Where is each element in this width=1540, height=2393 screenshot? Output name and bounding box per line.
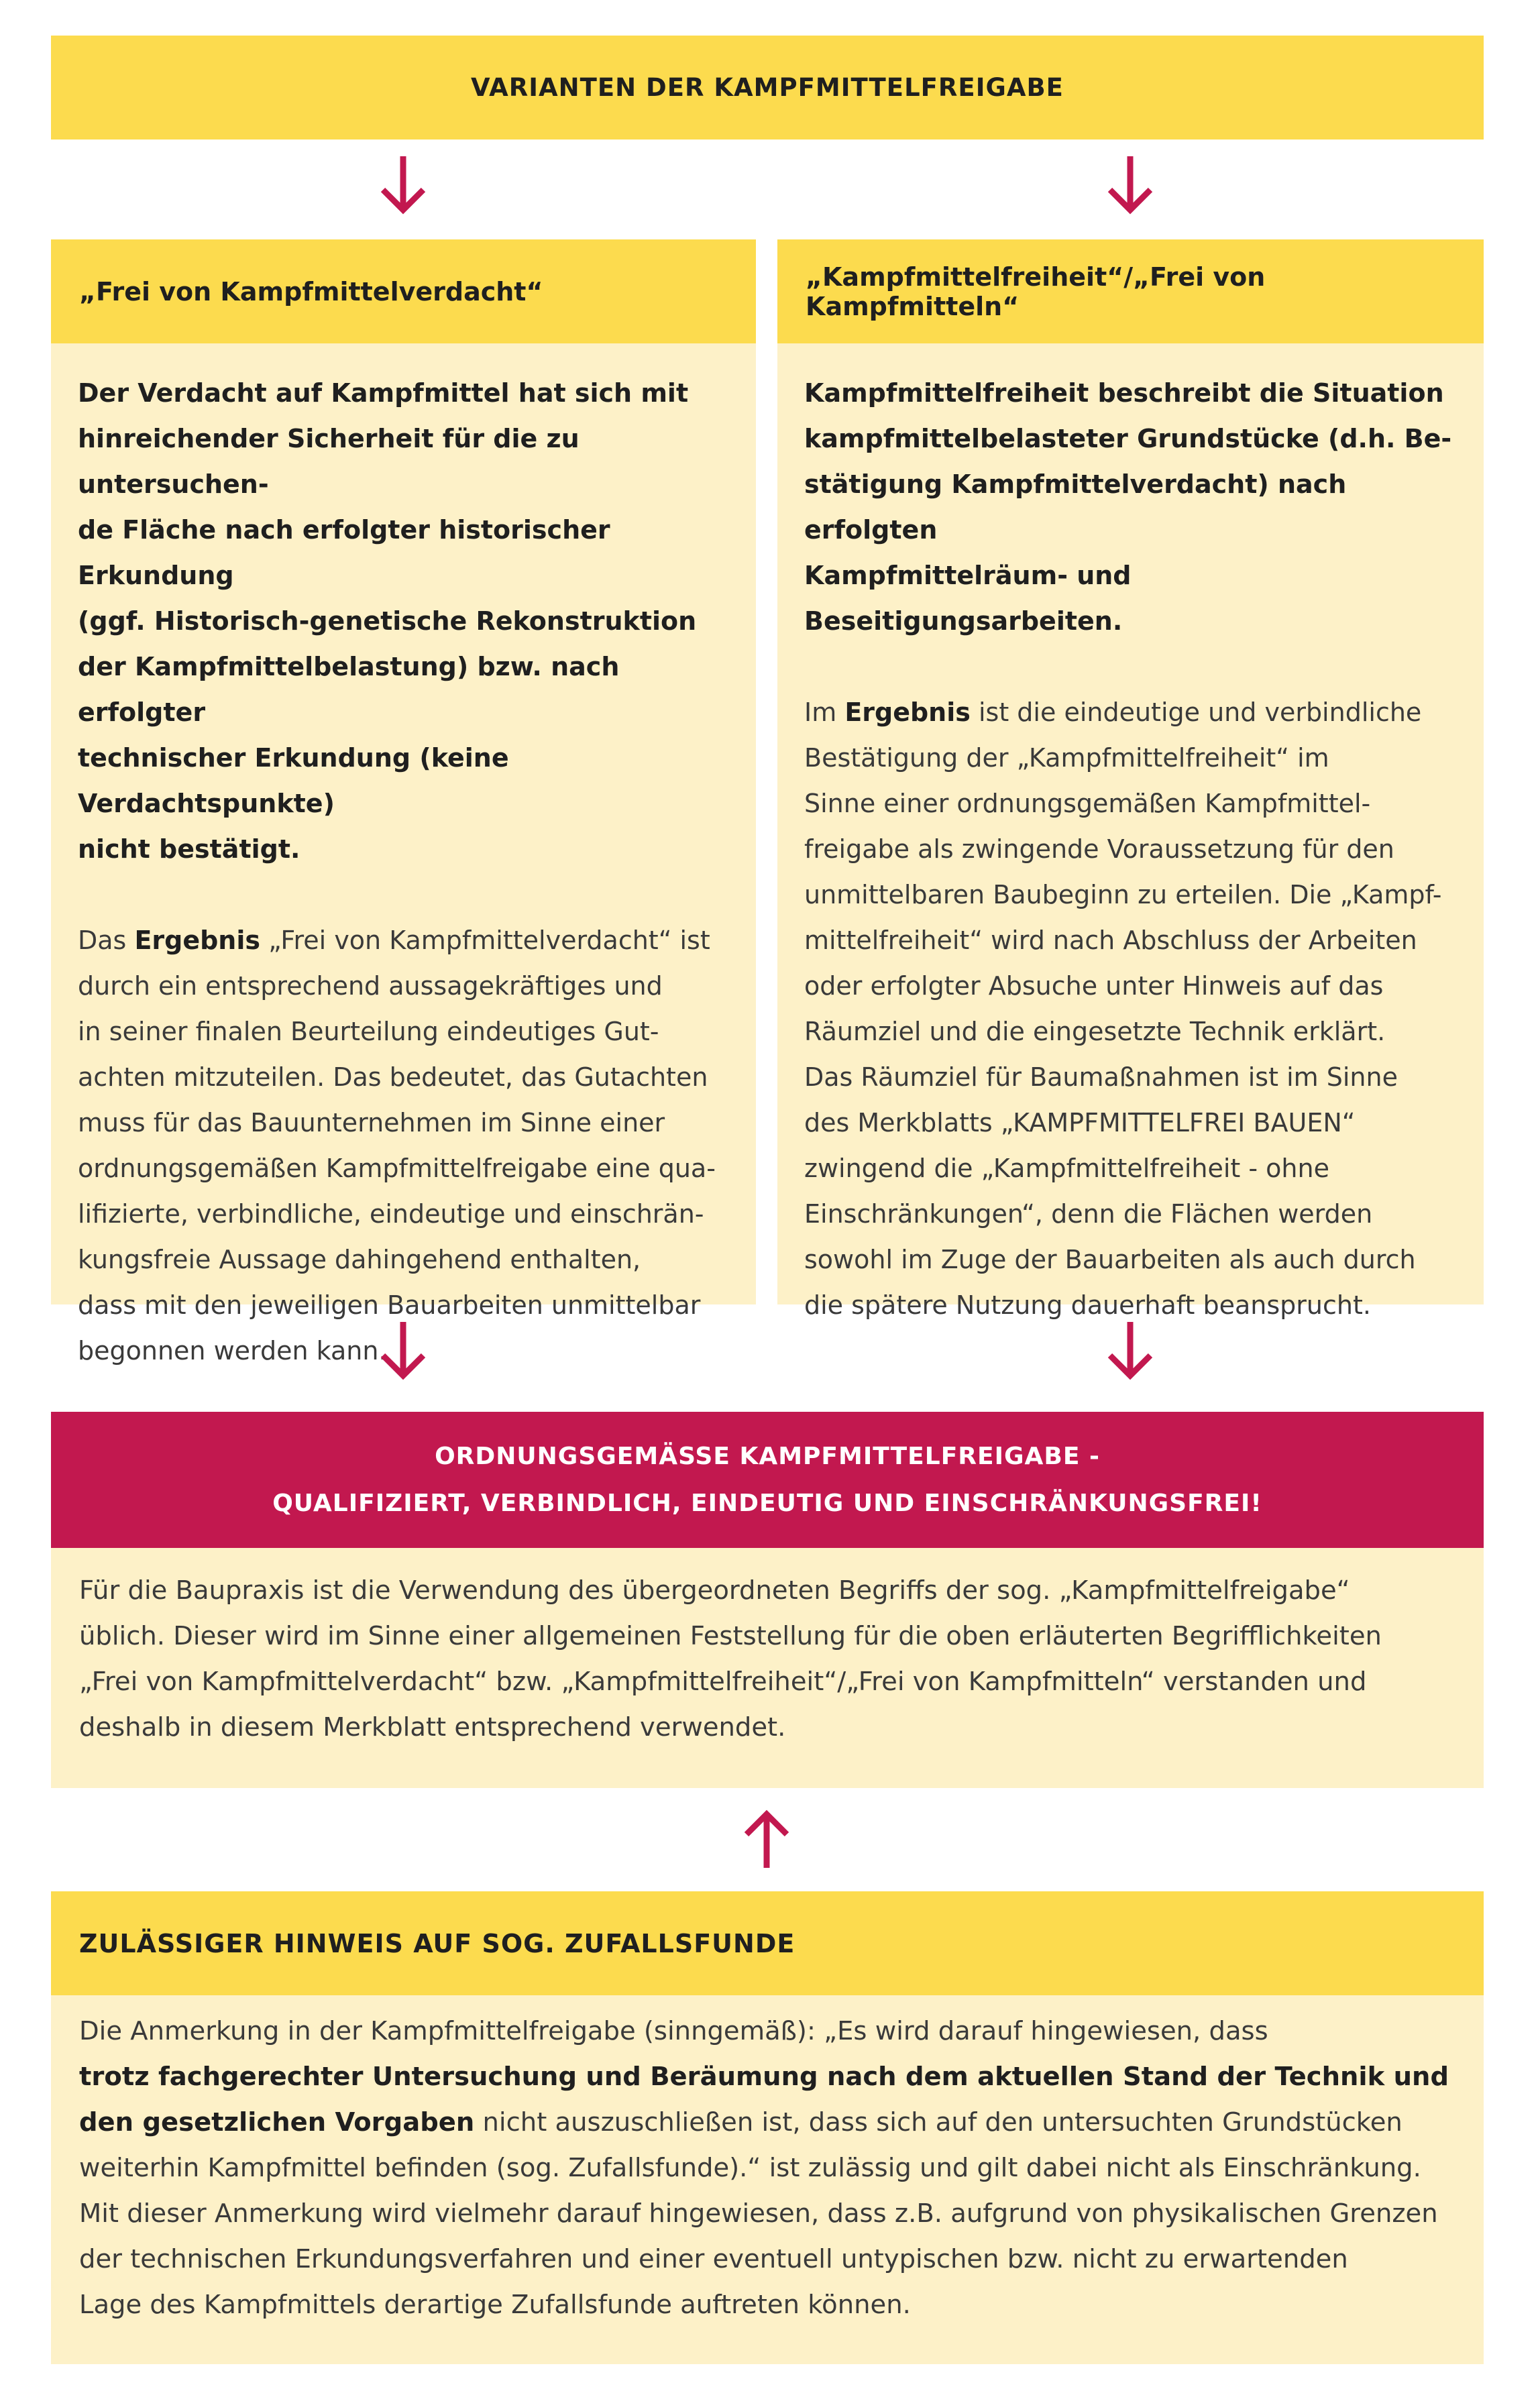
text-line: des Merkblatts „KAMPFMITTELFREI BAUEN“ <box>804 1108 1356 1137</box>
text-line: zwingend die „Kampfmittelfreiheit - ohne <box>804 1154 1329 1183</box>
text-line: unmittelbaren Baubeginn zu erteilen. Die „Kampf- <box>804 880 1442 909</box>
text-line: der technischen Erkundungsverfahren und einer eventuell untypischen bzw. nicht zu erwartenden <box>79 2244 1348 2274</box>
text-line: freigabe als zwingende Voraussetzung für den <box>804 834 1394 864</box>
arrow-down-icon <box>376 151 430 218</box>
text-line <box>79 2100 1457 2146</box>
text-line: Einschränkungen“, denn die Flächen werden <box>804 1199 1373 1229</box>
text-rest: nicht auszuschließen ist, dass sich auf den untersuchten Grundstücken <box>474 2107 1402 2137</box>
arrow-up-icon <box>740 1806 793 1873</box>
text-line: mittelfreiheit“ wird nach Abschluss der Arbeiten <box>804 926 1417 955</box>
text-line: sowohl im Zuge der Bauarbeiten als auch durch <box>804 1245 1416 1274</box>
zufall-heading <box>51 1891 1484 1995</box>
text-line: in seiner finalen Beurteilung eindeutiges Gut- <box>78 1017 659 1046</box>
zufall-heading-text: ZULÄSSIGER HINWEIS AUF SOG. ZUFALLSFUNDE <box>79 1928 795 1958</box>
text-line: Kampfmittelfreiheit beschreibt die Situation <box>804 378 1444 408</box>
header-title: VARIANTEN DER KAMPFMITTELFREIGABE <box>471 73 1064 102</box>
result-keyword: Ergebnis <box>844 698 971 727</box>
text-line: hinreichender Sicherheit für die zu untersuchen- <box>78 424 580 499</box>
bold-text: den gesetzlichen Vorgaben <box>79 2107 475 2137</box>
result-prefix: Das <box>78 926 135 955</box>
freigabe-title-line: ORDNUNGSGEMÄSSE KAMPFMITTELFREIGABE - <box>435 1442 1100 1470</box>
freigabe-body <box>51 1548 1484 1788</box>
text-line: Kampfmittelräum- und Beseitigungsarbeiten. <box>804 561 1132 636</box>
text-line: Bestätigung der „Kampfmittelfreiheit“ im <box>804 743 1329 773</box>
text-line: Räumziel und die eingesetzte Technik erklärt. <box>804 1017 1386 1046</box>
left-box-heading <box>51 239 756 343</box>
text-line: Lage des Kampfmittels derartige Zufallsfunde auftreten können. <box>79 2290 911 2320</box>
result-rest: ist die eindeutige und verbindliche <box>970 698 1422 727</box>
freigabe-title <box>51 1412 1484 1548</box>
text-line: „Frei von Kampfmittelverdacht“ bzw. „Kampfmittelfreiheit“/„Frei von Kampfmitteln“ verstanden und <box>79 1667 1367 1697</box>
text-line: Das Räumziel für Baumaßnahmen ist im Sinne <box>804 1062 1398 1092</box>
left-heading-text: „Frei von Kampfmittelverdacht“ <box>79 276 543 307</box>
text-line: die spätere Nutzung dauerhaft beansprucht. <box>804 1290 1371 1320</box>
text-line: lifizierte, verbindliche, eindeutige und einschrän- <box>78 1199 704 1229</box>
text-line: Mit dieser Anmerkung wird vielmehr darauf hingewiesen, dass z.B. aufgrund von physikalischen Grenzen <box>79 2199 1438 2229</box>
text-line: kampfmittelbelasteter Grundstücke (d.h. Be- <box>804 424 1452 453</box>
text-line: stätigung Kampfmittelverdacht) nach erfolgten <box>804 469 1347 545</box>
text-line: begonnen werden kann. <box>78 1336 387 1366</box>
left-intro <box>78 370 729 872</box>
freigabe-title-line: QUALIFIZIERT, VERBINDLICH, EINDEUTIG UND EINSCHRÄNKUNGSFREI! <box>272 1489 1262 1517</box>
text-line <box>78 917 729 963</box>
text-line <box>79 2054 1457 2100</box>
text-line: oder erfolgter Absuche unter Hinweis auf das <box>804 971 1384 1001</box>
text-line: kungsfreie Aussage dahingehend enthalten, <box>78 1245 641 1274</box>
text-line: achten mitzuteilen. Das bedeutet, das Gutachten <box>78 1062 708 1092</box>
text-line: weiterhin Kampfmittel befinden (sog. Zufallsfunde).“ ist zulässig und gilt dabei nicht als Einschränkung. <box>79 2153 1421 2183</box>
right-heading-text: „Kampfmittelfreiheit“/„Frei von Kampfmitteln“ <box>806 262 1266 321</box>
text-line: Der Verdacht auf Kampfmittel hat sich mit <box>78 378 689 408</box>
right-box-body <box>777 343 1484 1320</box>
text-line: nicht bestätigt. <box>78 834 300 864</box>
text-line: Sinne einer ordnungsgemäßen Kampfmittel- <box>804 789 1371 818</box>
text-line: technischer Erkundung (keine Verdachtspunkte) <box>78 743 509 818</box>
left-box-body <box>51 343 756 1366</box>
arrow-down-icon <box>376 1317 430 1384</box>
zufall-body <box>51 1995 1484 2364</box>
text-line: Für die Baupraxis ist die Verwendung des übergeordneten Begriffs der sog. „Kampfmittelfreigabe“ <box>79 1575 1350 1606</box>
result-prefix: Im <box>804 698 845 727</box>
freigabe-banner <box>51 1412 1484 1548</box>
arrow-down-icon <box>1103 1317 1157 1384</box>
right-intro <box>804 370 1457 644</box>
text-line <box>804 689 1457 735</box>
text-line: ordnungsgemäßen Kampfmittelfreigabe eine qua- <box>78 1154 716 1183</box>
text-line: de Fläche nach erfolgter historischer Erkundung <box>78 515 610 590</box>
text-line: muss für das Bauunternehmen im Sinne einer <box>78 1108 665 1137</box>
right-result <box>804 689 1457 1328</box>
text-line: der Kampfmittelbelastung) bzw. nach erfolgter <box>78 652 620 727</box>
text-line: (ggf. Historisch-genetische Rekonstruktion <box>78 606 697 636</box>
text-line: Die Anmerkung in der Kampfmittelfreigabe (sinngemäß): „Es wird darauf hingewiesen, dass <box>79 2016 1268 2046</box>
arrow-down-icon <box>1103 151 1157 218</box>
left-result <box>78 917 729 1374</box>
text-line: durch ein entsprechend aussagekräftiges und <box>78 971 663 1001</box>
text-line: dass mit den jeweiligen Bauarbeiten unmittelbar <box>78 1290 701 1320</box>
right-box-heading <box>777 239 1484 343</box>
result-rest: „Frei von Kampfmittelverdacht“ ist <box>260 926 710 955</box>
text-line: üblich. Dieser wird im Sinne einer allgemeinen Feststellung für die oben erläuterten Begrifflichkeiten <box>79 1621 1382 1651</box>
result-keyword: Ergebnis <box>134 926 261 955</box>
bold-text: trotz fachgerechter Untersuchung und Beräumung nach dem aktuellen Stand der Technik und <box>79 2062 1449 2092</box>
text-line: deshalb in diesem Merkblatt entsprechend verwendet. <box>79 1712 786 1742</box>
header-banner <box>51 36 1484 140</box>
